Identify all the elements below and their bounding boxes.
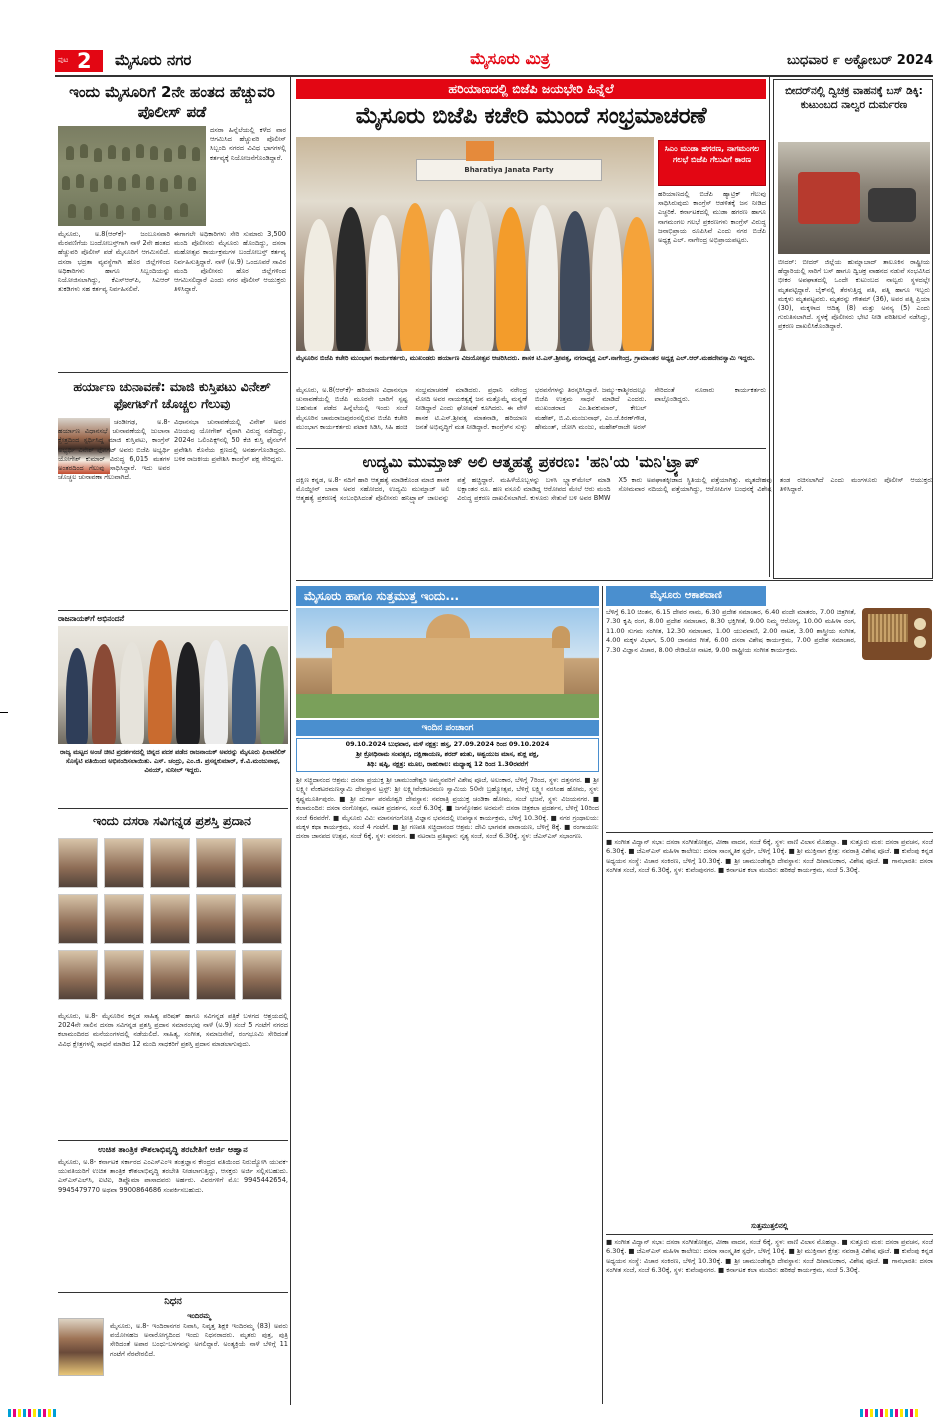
section-rule [296, 580, 933, 581]
obituary-name: ಇಂದಿರಮ್ಮ [187, 1312, 211, 1320]
section-title: ಮೈಸೂರು ನಗರ [115, 51, 192, 69]
lead-headline: ಮೈಸೂರು ಬಿಜೆಪಿ ಕಚೇರಿ ಮುಂದೆ ಸಂಭ್ರಮಾಚರಣೆ [355, 103, 707, 129]
section-rule [58, 1140, 288, 1141]
felicitation-label: ರಾಜನಾಯಕ್‌ಗೆ ಅಭಿನಂದನೆ [58, 614, 125, 623]
radio-schedule: ಬೆಳಿಗ್ಗೆ 6.10 ಚಿಂತನ, 6.15 ದೇವರ ನಾಮ, 6.30 ಪ್ರದೇಶ ಸಮಾಚಾರ, 6.40 ವಂದೇ ಮಾತರಂ, 7.00 ಚಿತ್ರಗೀತೆ, 7.30 ಕೃಷಿ ರಂಗ, 8.00 ಪ್ರದೇಶ ಸಮಾಚಾರ, 8.30 ಭಕ್ತಿಗೀತೆ, 9.00 ನಿಮ್ಮ ಆರೋಗ್ಯ, 10.00 ಮಹಿಳಾ ರಂಗ, 11.00 ಸುಗಮ ಸಂಗೀತ, 12.30 ಸಮಾಚಾರ, 1.00 ಯುವವಾಣಿ, 2.00 ನಾಟಕ, 3.00 ಶಾಸ್ತ್ರೀಯ ಸಂಗೀತ, 4.00 ಮಕ್ಕಳ ವಿಭಾಗ, 5.00 ಜಾನಪದ ಗೀತೆ, 6.00 ದಸರಾ ವಿಶೇಷ ಕಾರ್ಯಕ್ರಮ, 7.00 ಪ್ರದೇಶ ಸಮಾಚಾರ, 7.30 ವಿಜ್ಞಾನ ವಿಚಾರ, 8.00 ರೇಡಿಯೋ ನಾಟಕ, 9.00 ರಾಷ್ಟ್ರೀಯ ಸಂಗೀತ ಕಾರ್ಯಕ್ರಮ. [606, 608, 856, 654]
accident-body: ಬೀದರ್: ಬೀದರ್ ಜಿಲ್ಲೆಯ ಹುಮ್ನಾಬಾದ್ ತಾಲೂಕಿನ ರಾಷ್ಟ್ರೀಯ ಹೆದ್ದಾರಿಯಲ್ಲಿ ಸಾರಿಗೆ ಬಸ್ ಹಾಗೂ ದ್ವಿಚಕ್ರ ವಾಹನದ ನಡುವೆ ಸಂಭವಿಸಿದ ಭೀಕರ ಅಪಘಾತದಲ್ಲಿ ಒಂದೇ ಕುಟುಂಬದ ನಾಲ್ವರು ಸ್ಥಳದಲ್ಲೇ ಮೃತಪಟ್ಟಿದ್ದಾರೆ. ಬೈಕ್‌ನಲ್ಲಿ ತೆರಳುತ್ತಿದ್ದ ಪತಿ, ಪತ್ನಿ ಹಾಗೂ ಇಬ್ಬರು ಮಕ್ಕಳು ಮೃತಪಟ್ಟವರು. ಮೃತರನ್ನು ಗೌತಮ್ (36), ಅವರ ಪತ್ನಿ ಪ್ರಿಯಾ (30), ಮಕ್ಕಳಾದ ಆದಿತ್ಯ (8) ಮತ್ತು ಅನನ್ಯ (5) ಎಂದು ಗುರುತಿಸಲಾಗಿದೆ. ಸ್ಥಳಕ್ಕೆ ಪೊಲೀಸರು ಭೇಟಿ ನೀಡಿ ಪರಿಶೀಲನೆ ನಡೆಸಿದ್ದು, ಪ್ರಕರಣ ದಾಖಲಿಸಿಕೊಂಡಿದ್ದಾರೆ. [778, 258, 930, 331]
lead-sidebar-text: ಹರಿಯಾಣದಲ್ಲಿ ಬಿಜೆಪಿ ಹ್ಯಾಟ್ರಿಕ್ ಗೆಲುವು ಸಾಧಿಸಿರುವುದು ಕಾಂಗ್ರೆಸ್ ಆಡಳಿತಕ್ಕೆ ಜನ ನೀಡಿದ ಎಚ್ಚರಿಕೆ. ಕರ್ನಾಟಕದಲ್ಲಿ ಮುಡಾ ಹಗರಣ ಹಾಗೂ ನಾಗಮಂಗಲ ಗಲಭೆ ಪ್ರಕರಣಗಳು ಕಾಂಗ್ರೆಸ್ ವಿರುದ್ಧ ಜನಾಭಿಪ್ರಾಯ ರೂಪಿಸಿವೆ ಎಂದು ನಗರ ಬಿಜೆಪಿ ಅಧ್ಯಕ್ಷ ಎಲ್. ನಾಗೇಂದ್ರ ಅಭಿಪ್ರಾಯಪಟ್ಟರು. [658, 190, 766, 245]
panchanga-box [296, 738, 599, 772]
events-right-continued: ■ ಸಂಗೀತ ವಿದ್ವಾನ್ ಸಭಾ: ದಸರಾ ಸಂಗೀತೋತ್ಸವ, ವೀಣಾ ವಾದನ, ಸಂಜೆ 6ಕ್ಕೆ, ಸ್ಥಳ: ವಾಣಿ ವಿಲಾಸ ಮೊಹಲ್ಲಾ. ■ ಸುತ್ತೂರು ಮಠ: ದಸರಾ ಪ್ರವಚನ, ಸಂಜೆ 6.30ಕ್ಕೆ. ■ ಜೆಎಸ್‌ಎಸ್ ಮಹಿಳಾ ಕಾಲೇಜು: ದಸರಾ ಸಾಂಸ್ಕೃತಿಕ ಸ್ಪರ್ಧೆ, ಬೆಳಿಗ್ಗೆ 10ಕ್ಕೆ. ■ ಶ್ರೀ ಮುಕ್ತಿನಾಗ ಕ್ಷೇತ್ರ: ನವರಾತ್ರಿ ವಿಶೇಷ ಪೂಜೆ. ■ ಕುವೆಂಪು ಕನ್ನಡ ಅಧ್ಯಯನ ಸಂಸ್ಥೆ: ವಿಚಾರ ಸಂಕಿರಣ, ಬೆಳಿಗ್ಗೆ 10.30ಕ್ಕೆ. ■ ಶ್ರೀ ಚಾಮುಂಡೇಶ್ವರಿ ದೇವಸ್ಥಾನ: ಸಂಜೆ ದೀಪಾಲಂಕಾರ, ವಿಶೇಷ ಪೂಜೆ. ■ ಗಾನಭಾರತಿ: ದಸರಾ ಸಂಗೀತ ಸಂಜೆ, ಸಂಜೆ 6.30ಕ್ಕೆ, ಸ್ಥಳ: ಕುವೆಂಪುನಗರ. ■ ಕರ್ನಾಟಕ ಕಲಾ ಮಂದಿರ: ಹರಿಕಥೆ ಕಾರ್ಯಕ್ರಮ, ಸಂಜೆ 5.30ಕ್ಕೆ. [606, 1238, 933, 1275]
awardee-photo [58, 950, 98, 1000]
accident-photo [778, 142, 930, 254]
dasara-award-body: ಮೈಸೂರು, ಅ.8- ಮೈಸೂರಿನ ಕನ್ನಡ ಸಾಹಿತ್ಯ ಪರಿಷತ್ ಹಾಗೂ ಸವಿಗನ್ನಡ ಪತ್ರಿಕೆ ಬಳಗದ ಆಶ್ರಯದಲ್ಲಿ 2024ನೇ ಸಾಲಿನ ದಸರಾ ಸವಿಗನ್ನಡ ಪ್ರಶಸ್ತಿ ಪ್ರದಾನ ಸಮಾರಂಭವು ನಾಳೆ (ಅ.9) ಸಂಜೆ 5 ಗಂಟೆಗೆ ನಗರದ ಕಲಾಮಂದಿರದ ಮನೆಯಂಗಳದಲ್ಲಿ ನಡೆಯಲಿದೆ. ಸಾಹಿತ್ಯ, ಸಂಗೀತ, ಸಮಾಜಸೇವೆ, ರಂಗಭೂಮಿ ಸೇರಿದಂತೆ ವಿವಿಧ ಕ್ಷೇತ್ರಗಳಲ್ಲಿ ಸಾಧನೆ ಮಾಡಿದ 12 ಮಂದಿ ಸಾಧಕರಿಗೆ ಪ್ರಶಸ್ತಿ ಪ್ರದಾನ ಮಾಡಲಾಗುವುದು. [58, 1012, 288, 1048]
police-headline: ಇಂದು ಮೈಸೂರಿಗೆ 2ನೇ ಹಂತದ ಹೆಚ್ಚುವರಿ ಪೊಲೀಸ್ ಪಡೆ [69, 83, 275, 121]
accident-headline: ಬೀದರ್‌ನಲ್ಲಿ ದ್ವಿಚಕ್ರ ವಾಹನಕ್ಕೆ ಬಸ್ ಡಿಕ್ಕಿ: ಕುಟುಂಬದ ನಾಲ್ವರ ದುರ್ಮರಣ [785, 85, 923, 111]
police-body: ಮೈಸೂರು, ಅ.8(ಆರ್‌ಕೆ)- ಜಂಬೂಸವಾರಿ ಮೆರವಣಿಗೆಯ ಬಂದೋಬಸ್ತ್‌ಗಾಗಿ ನಾಳೆ 2ನೇ ಹಂತದ ಹೆಚ್ಚುವರಿ ಪೊಲೀಸ್ ಪಡೆ ಮೈಸೂರಿಗೆ ಆಗಮಿಸಲಿದೆ. ದಸರಾ ಭದ್ರತಾ ವ್ಯವಸ್ಥೆಗಾಗಿ ಹೊರ ಜಿಲ್ಲೆಗಳಿಂದ ಅಧಿಕಾರಿಗಳು ಹಾಗೂ ಸಿಬ್ಬಂದಿಯನ್ನು ನಿಯೋಜಿಸಲಾಗಿದ್ದು, ಕೆಎಸ್‌ಆರ್‌ಪಿ, ಸಿಎಆರ್ ತುಕಡಿಗಳು ಸಹ ಕರ್ತವ್ಯ ನಿರ್ವಹಿಸಲಿವೆ. [58, 230, 170, 294]
paper-name: ಮೈಸೂರು ಮಿತ್ರ [470, 49, 550, 68]
radio-title-bar [606, 586, 766, 606]
awardee-photo [104, 838, 144, 888]
haryana-body-2: ವಿಧಾನಸಭಾ ಚುನಾವಣೆಯಲ್ಲಿ ವಿನೇಶ್ ಅವರ ವಿಜಯವು ಯೋಗೇಶ್ ವೈರಾಗಿ ವಿರುದ್ಧ ನಡೆದಿದ್ದು, 2024ರ ಒಲಿಂಪಿಕ್ಸ್‌ನಲ್ಲಿ 50 ಕೆಜಿ ಕುಸ್ತಿ ಫೈನಲ್‌ಗೆ ಪ್ರವೇಶಿಸಿ ಕೊನೆಯ ಕ್ಷಣದಲ್ಲಿ ಅನರ್ಹಗೊಂಡಿದ್ದರು. ಬಳಿಕ ರಾಜಕೀಯ ಪ್ರವೇಶಿಸಿ ಕಾಂಗ್ರೆಸ್ ಪಕ್ಷ ಸೇರಿದ್ದರು. [174, 418, 286, 463]
radio-set-icon [862, 608, 932, 660]
police-photo-side-text: ದಸರಾ ಹಿನ್ನೆಲೆಯಲ್ಲಿ ಕಳೆದ ವಾರ ಆಗಮಿಸಿದ ಹೆಚ್ಚುವರಿ ಪೊಲೀಸ್ ಸಿಬ್ಬಂದಿ ನಗರದ ವಿವಿಧ ಭಾಗಗಳಲ್ಲಿ ಕರ್ತವ್ಯಕ್ಕೆ ನಿಯೋಜನೆಗೊಂಡಿದ್ದಾರೆ. [210, 126, 286, 162]
masthead [55, 48, 933, 74]
bjp-office-sign [416, 159, 602, 181]
police-photo [58, 126, 206, 226]
awardee-photo [196, 950, 236, 1000]
today-banner [296, 586, 599, 606]
events-left: ಶ್ರೀ ಸಚ್ಚಿದಾನಂದ ಆಶ್ರಮ: ದಸರಾ ಪ್ರಯುಕ್ತ ಶ್ರೀ ಚಾಮುಂಡೇಶ್ವರಿ ಅಮ್ಮನವರಿಗೆ ವಿಶೇಷ ಪೂಜೆ, ಅಲಂಕಾರ, ಬೆಳಿಗ್ಗೆ 7ರಿಂದ, ಸ್ಥಳ: ದತ್ತನಗರ. ■ ಶ್ರೀ ಲಕ್ಷ್ಮೀ ವೆಂಕಟರಮಣಸ್ವಾಮಿ ದೇವಸ್ಥಾನ ಟ್ರಸ್ಟ್: ಶ್ರೀ ಲಕ್ಷ್ಮೀವೆಂಕಟರಮಣ ಸ್ವಾಮಿಯ 50ನೇ ಬ್ರಹ್ಮೋತ್ಸವ, ಬೆಳಿಗ್ಗೆ ಲಕ್ಷ್ಮೀ ನರಸಿಂಹ ಹೋಮ, ಸ್ಥಳ: ಕೃಷ್ಣಮೂರ್ತಿಪುರಂ. ■ ಶ್ರೀ ದುರ್ಗಾ ಪರಮೇಶ್ವರಿ ದೇವಸ್ಥಾನ: ನವರಾತ್ರಿ ಪ್ರಯುಕ್ತ ಚಂಡಿಕಾ ಹೋಮ, ಸಂಜೆ ಭಜನೆ, ಸ್ಥಳ: ವಿಜಯನಗರ. ■ ಕಲಾಮಂದಿರ: ದಸರಾ ರಂಗೋತ್ಸವ, ನಾಟಕ ಪ್ರದರ್ಶನ, ಸಂಜೆ 6.30ಕ್ಕೆ. ■ ಜಗನ್ಮೋಹನ ಅರಮನೆ: ದಸರಾ ಚಿತ್ರಕಲಾ ಪ್ರದರ್ಶನ, ಬೆಳಿಗ್ಗೆ 10ರಿಂದ ಸಂಜೆ 6ರವರೆಗೆ. ■ ಮೈಸೂರು ವಿವಿ: ಮಾನಸಗಂಗೋತ್ರಿ ವಿಜ್ಞಾನ ಭವನದಲ್ಲಿ ಉಪನ್ಯಾಸ ಕಾರ್ಯಕ್ರಮ, ಬೆಳಿಗ್ಗೆ 10.30ಕ್ಕೆ. ■ ನಗರ ಗ್ರಂಥಾಲಯ: ಮಕ್ಕಳ ಕಥಾ ಕಾರ್ಯಕ್ರಮ, ಸಂಜೆ 4 ಗಂಟೆಗೆ. ■ ಶ್ರೀ ಗಣಪತಿ ಸಚ್ಚಿದಾನಂದ ಆಶ್ರಮ: ದೇವಿ ಭಾಗವತ ಪಾರಾಯಣ, ಬೆಳಿಗ್ಗೆ 8ಕ್ಕೆ. ■ ರಂಗಾಯಣ: ದಸರಾ ಜಾನಪದ ಉತ್ಸವ, ಸಂಜೆ 6ಕ್ಕೆ, ಸ್ಥಳ: ವನರಂಗ. ■ ನಟರಾಜ ಪ್ರತಿಷ್ಠಾನ: ನೃತ್ಯ ಸಂಜೆ, ಸಂಜೆ 6.30ಕ್ಕೆ, ಸ್ಥಳ: ಜೆಎಸ್‌ಎಸ್ ಸಭಾಂಗಣ. [296, 776, 599, 841]
bjp-celebration-photo [296, 137, 654, 351]
applications-headline: ಉಚಿತ ತಾಂತ್ರಿಕ ಕೌಶಲಾಭಿವೃದ್ಧಿ ತರಬೇತಿಗೆ ಅರ್ಜಿ ಆಹ್ವಾನ [98, 1144, 248, 1154]
honey-headline: ಉದ್ಯಮಿ ಮುಮ್ತಾಜ್ ಅಲಿ ಆತ್ಮಹತ್ಯೆ ಪ್ರಕರಣ: 'ಹನಿ'ಯ 'ಮನಿ'ಟ್ರ್ಯಾಪ್ [362, 453, 700, 471]
panchanga-line-2: ಶ್ರೀ ಕ್ರೋಧಿನಾಮ ಸಂವತ್ಸರ, ದಕ್ಷಿಣಾಯಣ, ಶರದ್ ಋತು, ಅಶ್ವಯುಜ ಮಾಸ, ಶುಕ್ಲ ಪಕ್ಷ, [356, 750, 539, 758]
section-rule [606, 1234, 933, 1235]
page-number: 2 [77, 49, 92, 73]
section-rule [58, 808, 288, 809]
registration-dots [860, 1409, 920, 1417]
haryana-headline: ಹರ್ಯಾಣ ಚುನಾವಣೆ: ಮಾಜಿ ಕುಸ್ತಿಪಟು ವಿನೇಶ್ ಫೋಗಟ್‌ಗೆ ಚೊಚ್ಚಲ ಗೆಲುವು [73, 379, 271, 411]
section-rule [58, 610, 288, 611]
modi-banner [466, 141, 494, 161]
awardee-photo [242, 838, 282, 888]
section-rule [606, 832, 933, 833]
section-rule [58, 372, 288, 373]
events-right: ■ ಸಂಗೀತ ವಿದ್ವಾನ್ ಸಭಾ: ದಸರಾ ಸಂಗೀತೋತ್ಸವ, ವೀಣಾ ವಾದನ, ಸಂಜೆ 6ಕ್ಕೆ, ಸ್ಥಳ: ವಾಣಿ ವಿಲಾಸ ಮೊಹಲ್ಲಾ. ■ ಸುತ್ತೂರು ಮಠ: ದಸರಾ ಪ್ರವಚನ, ಸಂಜೆ 6.30ಕ್ಕೆ. ■ ಜೆಎಸ್‌ಎಸ್ ಮಹಿಳಾ ಕಾಲೇಜು: ದಸರಾ ಸಾಂಸ್ಕೃತಿಕ ಸ್ಪರ್ಧೆ, ಬೆಳಿಗ್ಗೆ 10ಕ್ಕೆ. ■ ಶ್ರೀ ಮುಕ್ತಿನಾಗ ಕ್ಷೇತ್ರ: ನವರಾತ್ರಿ ವಿಶೇಷ ಪೂಜೆ. ■ ಕುವೆಂಪು ಕನ್ನಡ ಅಧ್ಯಯನ ಸಂಸ್ಥೆ: ವಿಚಾರ ಸಂಕಿರಣ, ಬೆಳಿಗ್ಗೆ 10.30ಕ್ಕೆ. ■ ಶ್ರೀ ಚಾಮುಂಡೇಶ್ವರಿ ದೇವಸ್ಥಾನ: ಸಂಜೆ ದೀಪಾಲಂಕಾರ, ವಿಶೇಷ ಪೂಜೆ. ■ ಗಾನಭಾರತಿ: ದಸರಾ ಸಂಗೀತ ಸಂಜೆ, ಸಂಜೆ 6.30ಕ್ಕೆ, ಸ್ಥಳ: ಕುವೆಂಪುನಗರ. ■ ಕರ್ನಾಟಕ ಕಲಾ ಮಂದಿರ: ಹರಿಕಥೆ ಕಾರ್ಯಕ್ರಮ, ಸಂಜೆ 5.30ಕ್ಕೆ. [606, 838, 933, 875]
column-rule [602, 586, 603, 1404]
page-number-badge [55, 50, 103, 72]
section-rule [296, 448, 766, 449]
haryana-body: ಚಂಡೀಗಢ, ಅ.8- ಹರ್ಯಾಣ ವಿಧಾನಸಭೆ ಚುನಾವಣೆಯಲ್ಲಿ ಜುಲಾನಾ ಕ್ಷೇತ್ರದಿಂದ ಸ್ಪರ್ಧಿಸಿದ್ದ ಮಾಜಿ ಕುಸ್ತಿಪಟು, ಕಾಂಗ್ರೆಸ್ ಅಭ್ಯರ್ಥಿ ವಿನೇಶ್ ಫೋಗಟ್ ಅವರು ಬಿಜೆಪಿ ಅಭ್ಯರ್ಥಿ ಯೋಗೇಶ್ ಕುಮಾರ್ ವಿರುದ್ಧ 6,015 ಮತಗಳ ಅಂತರದಿಂದ ಗೆಲುವು ಸಾಧಿಸಿದ್ದಾರೆ. ಇದು ಅವರ ಚೊಚ್ಚಲ ಚುನಾವಣಾ ಗೆಲುವಾಗಿದೆ. [58, 418, 170, 482]
lead-photo-caption: ಮೈಸೂರಿನ ಬಿಜೆಪಿ ಕಚೇರಿ ಮುಂಭಾಗ ಕಾರ್ಯಕರ್ತರು, ಮುಖಂಡರು ಹರ್ಯಾಣ ವಿಜಯೋತ್ಸವ ಆಚರಿಸಿದರು. ಶಾಸಕ ಟಿ.ಎಸ್.ಶ್ರೀವತ್ಸ, ನಗರಾಧ್ಯಕ್ಷ ಎಲ್.ನಾಗೇಂದ್ರ, ಗ್ರಾಮಾಂತರ ಅಧ್ಯಕ್ಷ ಎಲ್.ಆರ್.ಮಹದೇವಸ್ವಾಮಿ ಇದ್ದರು. [296, 354, 755, 362]
awardee-portraits [58, 838, 288, 1008]
obituary-label: ನಿಧನ [164, 1296, 182, 1307]
awardee-photo [150, 838, 190, 888]
awardee-photo [104, 894, 144, 944]
honey-body: ದಕ್ಷಿಣ ಕನ್ನಡ, ಅ.8- ನದಿಗೆ ಹಾರಿ ಆತ್ಮಹತ್ಯೆ ಮಾಡಿಕೊಂಡ ಮಾಜಿ ಶಾಸಕ ಮೊಯ್ದೀನ್ ಬಾವಾ ಅವರ ಸಹೋದರ, ಉದ್ಯಮಿ ಮುಮ್ತಾಜ್ ಅಲಿ ಆತ್ಮಹತ್ಯೆ ಪ್ರಕರಣಕ್ಕೆ ಸಂಬಂಧಿಸಿದಂತೆ ಪೊಲೀಸರು ಹನಿಟ್ರ್ಯಾಪ್ ಜಾಲವನ್ನು ಪತ್ತೆ ಹಚ್ಚಿದ್ದಾರೆ. ಮಹಿಳೆಯೊಬ್ಬಳನ್ನು ಬಳಸಿ ಬ್ಲ್ಯಾಕ್‌ಮೇಲ್ ಮಾಡಿ ಲಕ್ಷಾಂತರ ರೂ. ಹಣ ವಸೂಲಿ ಮಾಡಿದ್ದ ಆರೋಪದ ಮೇಲೆ ಆರು ಮಂದಿ ವಿರುದ್ಧ ಪ್ರಕರಣ ದಾಖಲಿಸಲಾಗಿದೆ. ಕುಳೂರು ಸೇತುವೆ ಬಳಿ ಅವರ BMW X5 ಕಾರು ಅಪಘಾತಕ್ಕೀಡಾದ ಸ್ಥಿತಿಯಲ್ಲಿ ಪತ್ತೆಯಾಗಿತ್ತು. ಮೃತದೇಹವು ಸೋಮವಾರ ನದಿಯಲ್ಲಿ ಪತ್ತೆಯಾಗಿದ್ದು, ಆರೋಪಿಗಳ ಬಂಧನಕ್ಕೆ ವಿಶೇಷ ತಂಡ ರಚಿಸಲಾಗಿದೆ ಎಂದು ಮಂಗಳೂರು ಪೊಲೀಸ್ ಆಯುಕ್ತರು ತಿಳಿಸಿದ್ದಾರೆ. [296, 476, 933, 503]
obituary-photo [58, 1318, 104, 1376]
today-banner-text: ಮೈಸೂರು ಹಾಗೂ ಸುತ್ತಮುತ್ತ ಇಂದು... [304, 589, 460, 603]
applications-body: ಮೈಸೂರು, ಅ.8- ಕರ್ನಾಟಕ ಸರ್ಕಾರದ ಎಂಎಸ್‌ಎಂಇ ತಂತ್ರಜ್ಞಾನ ಕೇಂದ್ರದ ವತಿಯಿಂದ ನಿರುದ್ಯೋಗಿ ಯುವಕ-ಯುವತಿಯರಿಗೆ ಉಚಿತ ತಾಂತ್ರಿಕ ಕೌಶಲಾಭಿವೃದ್ಧಿ ತರಬೇತಿ ನೀಡಲಾಗುತ್ತಿದ್ದು, ಆಸಕ್ತರು ಅರ್ಜಿ ಸಲ್ಲಿಸಬಹುದು. ಎಸ್‌ಎಸ್‌ಎಲ್‌ಸಿ, ಐಟಿಐ, ಡಿಪ್ಲೊಮಾ ಪಾಸಾದವರು ಅರ್ಹರು. ವಿವರಗಳಿಗೆ ಮೊ: 9945442654, 9945479770 ಅಥವಾ 9900864686 ಸಂಪರ್ಕಿಸಬಹುದು. [58, 1158, 288, 1194]
registration-dots [8, 1409, 58, 1417]
events-right-subhead: ಸುತ್ತಮುತ್ತಲಿನಲ್ಲಿ [750, 1222, 789, 1230]
lead-body: ಮೈಸೂರು, ಅ.8(ಆರ್‌ಕೆ)- ಹರಿಯಾಣ ವಿಧಾನಸಭಾ ಚುನಾವಣೆಯಲ್ಲಿ ಬಿಜೆಪಿ ಮೂರನೇ ಬಾರಿಗೆ ಸ್ಪಷ್ಟ ಬಹುಮತ ಪಡೆದ ಹಿನ್ನೆಲೆಯಲ್ಲಿ ಇಂದು ಸಂಜೆ ಮೈಸೂರಿನ ಚಾಮರಾಜಪುರಂನಲ್ಲಿರುವ ಬಿಜೆಪಿ ಕಚೇರಿ ಮುಂಭಾಗ ಕಾರ್ಯಕರ್ತರು ಪಟಾಕಿ ಸಿಡಿಸಿ, ಸಿಹಿ ಹಂಚಿ ಸಂಭ್ರಮಾಚರಣೆ ಮಾಡಿದರು. ಪ್ರಧಾನಿ ನರೇಂದ್ರ ಮೋದಿ ಅವರ ನಾಯಕತ್ವಕ್ಕೆ ಜನ ಮತ್ತೊಮ್ಮೆ ಮನ್ನಣೆ ನೀಡಿದ್ದಾರೆ ಎಂದು ಘೋಷಣೆ ಕೂಗಿದರು. ಈ ವೇಳೆ ಶಾಸಕ ಟಿ.ಎಸ್.ಶ್ರೀವತ್ಸ ಮಾತನಾಡಿ, ಹರಿಯಾಣ ಜನತೆ ಅಭಿವೃದ್ಧಿಗೆ ಮತ ನೀಡಿದ್ದಾರೆ. ಕಾಂಗ್ರೆಸ್‌ನ ಸುಳ್ಳು ಭರವಸೆಗಳನ್ನು ತಿರಸ್ಕರಿಸಿದ್ದಾರೆ. ಜಮ್ಮು-ಕಾಶ್ಮೀರದಲ್ಲೂ ಬಿಜೆಪಿ ಉತ್ತಮ ಸಾಧನೆ ಮಾಡಿದೆ ಎಂದರು. ಮುಖಂಡರಾದ ಎಂ.ಶಿವಕುಮಾರ್, ಕೇಬಲ್ ಮಹೇಶ್, ಬಿ.ವಿ.ಮಂಜುನಾಥ್, ಎಂ.ಜೆ.ಕಿರಣ್‌ಗೌಡ, ಹೇಮಂತ್, ಜೋಗಿ ಮಂಜು, ಮಹೇಶ್‌ರಾಜೇ ಅರಸ್ ಸೇರಿದಂತೆ ನೂರಾರು ಕಾರ್ಯಕರ್ತರು ಪಾಲ್ಗೊಂಡಿದ್ದರು. [296, 386, 766, 431]
awardee-photo [150, 950, 190, 1000]
awardee-photo [104, 950, 144, 1000]
awardee-photo [196, 894, 236, 944]
awardee-photo [242, 950, 282, 1000]
mysore-palace-photo [296, 608, 599, 718]
awardee-photo [58, 838, 98, 888]
lead-kicker-text: ಹರಿಯಾಣದಲ್ಲಿ ಬಿಜೆಪಿ ಜಯಭೇರಿ ಹಿನ್ನೆಲೆ [448, 81, 614, 96]
issue-date: ಬುಧವಾರ ೯ ಅಕ್ಟೋಬರ್ 2024 [787, 53, 933, 68]
panchanga-line-1: 09.10.2024 ಬುಧವಾರ, ಮಳೆ ನಕ್ಷತ್ರ: ಹಸ್ತ, 27.09.2024 ರಿಂದ 09.10.2024 [345, 740, 550, 748]
dasara-award-headline: ಇಂದು ದಸರಾ ಸವಿಗನ್ನಡ ಪ್ರಶಸ್ತಿ ಪ್ರದಾನ [92, 813, 252, 828]
crop-mark [0, 712, 8, 713]
bjp-sign-text: Bharatiya Janata Party [464, 166, 554, 174]
felicitation-photo [58, 626, 288, 744]
panchanga-line-3: ತಿಥಿ: ಷಷ್ಠಿ, ನಕ್ಷತ್ರ: ಮೂಲ, ರಾಹುಕಾಲ: ಮಧ್ಯಾಹ್ನ 12 ರಿಂದ 1.30ರವರೆಗೆ [366, 760, 529, 768]
lead-kicker [296, 79, 766, 99]
felicitation-caption: ರಾಜ್ಯ ಮಟ್ಟದ ಅಂಚೆ ಚೀಟಿ ಪ್ರದರ್ಶನದಲ್ಲಿ ಚಿನ್ನದ ಪದಕ ಪಡೆದ ರಾಜನಾಯಕ್ ಅವರನ್ನು ಮೈಸೂರು ಫಿಲಾಟೆಲಿಕ್ ಸೊಸೈಟಿ ವತಿಯಿಂದ ಅಭಿನಂದಿಸಲಾಯಿತು. ಎಸ್. ಚಂದ್ರು, ಎಂ.ಜಿ. ಪ್ರಸನ್ನಕುಮಾರ್, ಕೆ.ವಿ.ಮಂಜುನಾಥ, ವಿನಯ್, ಸುನೀಲ್ ಇದ್ದರು. [60, 748, 286, 775]
radio-title: ಮೈಸೂರು ಆಕಾಶವಾಣಿ [650, 590, 722, 601]
page-label: ಪುಟ [58, 56, 69, 64]
panchanga-title: ಇಂದಿನ ಪಂಚಾಂಗ [421, 723, 474, 733]
awardee-photo [242, 894, 282, 944]
obituary-body: ಮೈಸೂರು, ಅ.8- ಇಂದಿರಾನಗರ ನಿವಾಸಿ, ನಿವೃತ್ತ ಶಿಕ್ಷಕಿ ಇಂದಿರಮ್ಮ (83) ಅವರು ವಯೋಸಹಜ ಅನಾರೋಗ್ಯದಿಂದ ಇಂದು ನಿಧನರಾದರು. ಮೃತರು ಪುತ್ರ, ಪುತ್ರಿ ಸೇರಿದಂತೆ ಅಪಾರ ಬಂಧು-ಬಳಗವನ್ನು ಅಗಲಿದ್ದಾರೆ. ಅಂತ್ಯಕ್ರಿಯೆ ನಾಳೆ ಬೆಳಿಗ್ಗೆ 11 ಗಂಟೆಗೆ ನೆರವೇರಲಿದೆ. [110, 1322, 288, 1358]
awardee-photo [150, 894, 190, 944]
lead-sidebar-box [658, 140, 766, 186]
police-body-2: ಈಗಾಗಲೇ ಅಧಿಕಾರಿಗಳು ಸೇರಿ ಸುಮಾರು 3,500 ಮಂದಿ ಪೊಲೀಸರು ಮೈಸೂರು ಹೊಂದಿದ್ದು, ದಸರಾ ಮಹೋತ್ಸವ ಕಾರ್ಯಕ್ರಮಗಳ ಬಂದೋಬಸ್ತ್ ಕರ್ತವ್ಯ ನಿರ್ವಹಿಸುತ್ತಿದ್ದಾರೆ. ನಾಳೆ (ಅ.9) ಒಂದೂವರೆ ಸಾವಿರ ಮಂದಿ ಪೊಲೀಸರು ಹೊರ ಜಿಲ್ಲೆಗಳಿಂದ ಆಗಮಿಸಲಿದ್ದಾರೆ ಎಂದು ನಗರ ಪೊಲೀಸ್ ಆಯುಕ್ತರು ತಿಳಿಸಿದ್ದಾರೆ. [174, 230, 286, 294]
awardee-photo [58, 894, 98, 944]
lead-sidebar-headline: ಸಿಎಂ ಮುಡಾ ಹಗರಣ, ನಾಗಮಂಗಲ ಗಲಭೆ ಬಿಜೆಪಿ ಗೆಲುವಿಗೆ ಕಾರಣ [664, 144, 760, 164]
masthead-rule [55, 75, 933, 77]
column-rule [290, 77, 291, 1405]
panchanga-title-bar [296, 720, 599, 736]
section-rule [58, 1292, 288, 1293]
awardee-photo [196, 838, 236, 888]
